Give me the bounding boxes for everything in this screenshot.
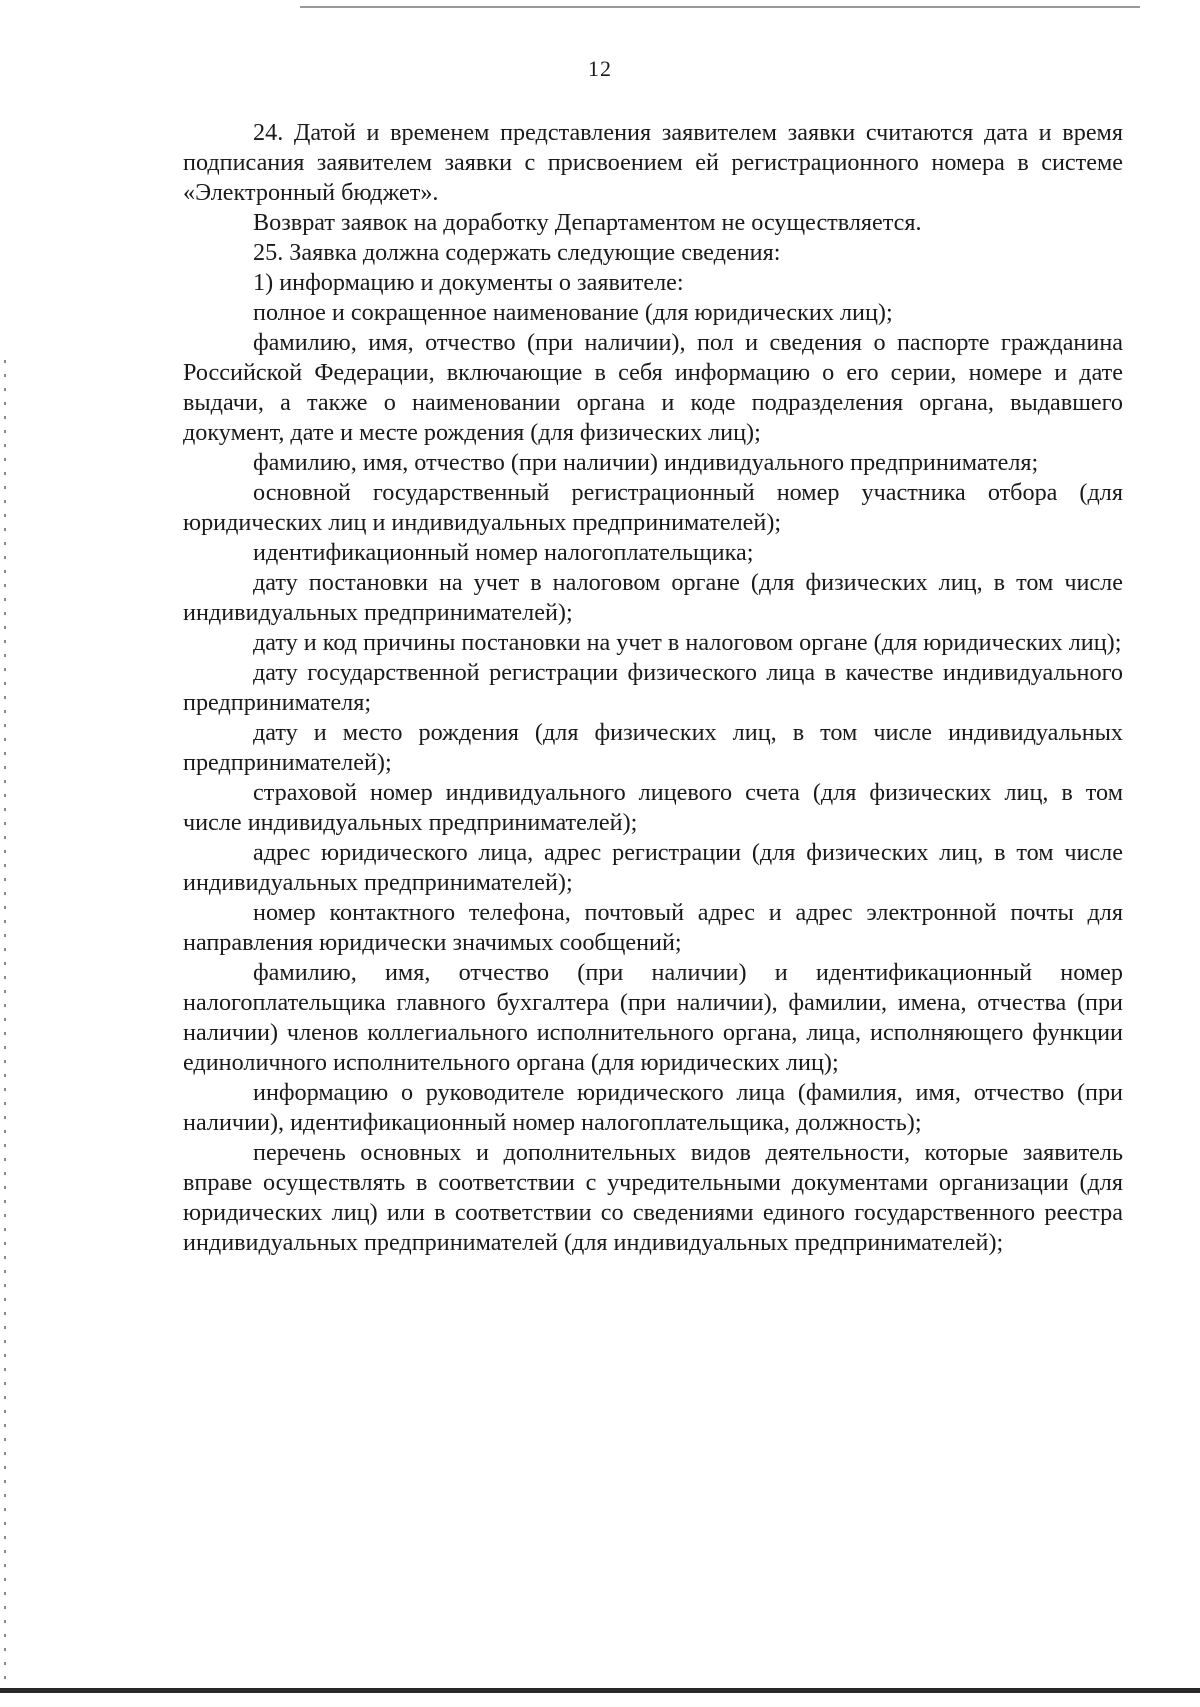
paragraph-chief-accountant: фамилию, имя, отчество (при наличии) и идентификационный номер налогоплательщика главного бухгалтера (при наличии), фамилии, имена, отчества (при наличии) членов коллегиального исполнительного органа, лица, исполняющего функции единоличного исполнительного органа (для юридических лиц); — [183, 959, 1123, 1076]
paragraph-entrepreneur-name: фамилию, имя, отчество (при наличии) индивидуального предпринимателя; — [253, 449, 1039, 476]
page-number: 12 — [588, 56, 612, 81]
paragraph-ogrn: основной государственный регистрационный номер участника отбора (для юридических лиц и индивидуальных предпринимателей); — [183, 479, 1123, 536]
scan-edge-band — [0, 1688, 1200, 1693]
paragraph-subitem-1: 1) информацию и документы о заявителе: — [253, 269, 684, 296]
paragraph-item-25-intro: 25. Заявка должна содержать следующие сведения: — [253, 239, 781, 266]
paragraph-head-info: информацию о руководителе юридического лица (фамилия, имя, отчество (при наличии), идентификационный номер налогоплательщика, должность); — [183, 1079, 1123, 1136]
scan-margin-marks — [4, 360, 6, 1690]
scan-edge-line — [300, 6, 1140, 8]
paragraph-full-name: полное и сокращенное наименование (для юридических лиц); — [253, 299, 893, 326]
paragraph-birth: дату и место рождения (для физических лиц, в том числе индивидуальных предпринимателей); — [183, 719, 1123, 776]
paragraph-inn: идентификационный номер налогоплательщика; — [253, 539, 754, 566]
paragraph-tax-registration-date: дату постановки на учет в налоговом органе (для физических лиц, в том числе индивидуальных предпринимателей); — [183, 569, 1123, 626]
document-body — [183, 118, 1123, 1258]
paragraph-passport: фамилию, имя, отчество (при наличии), пол и сведения о паспорте гражданина Российской Федерации, включающие в себя информацию о его серии, номере и дате выдачи, а также о наименовании органа и коде подразделения органа, выдавшего документ, дате и месте рождения (для физических лиц); — [183, 329, 1123, 446]
paragraph-state-registration: дату государственной регистрации физического лица в качестве индивидуального предпринимателя; — [183, 659, 1123, 716]
paragraph-item-24-date-time: 24. Датой и временем представления заявителем заявки считаются дата и время подписания заявителем заявки с присвоением ей регистрационного номера в системе «Электронный бюджет». — [183, 119, 1123, 206]
paragraph-snils: страховой номер индивидуального лицевого счета (для физических лиц, в том числе индивидуальных предпринимателей); — [183, 779, 1123, 836]
paragraph-address: адрес юридического лица, адрес регистрации (для физических лиц, в том числе индивидуальных предпринимателей); — [183, 839, 1123, 896]
paragraph-kpp: дату и код причины постановки на учет в налоговом органе (для юридических лиц); — [253, 629, 1122, 656]
paragraph-no-return: Возврат заявок на доработку Департаментом не осуществляется. — [253, 209, 922, 236]
paragraph-contacts: номер контактного телефона, почтовый адрес и адрес электронной почты для направления юридически значимых сообщений; — [183, 899, 1123, 956]
paragraph-activities: перечень основных и дополнительных видов деятельности, которые заявитель вправе осуществлять в соответствии с учредительными документами организации (для юридических лиц) или в соответствии со сведениями единого государственного реестра индивидуальных предпринимателей (для индивидуальных предпринимателей); — [183, 1139, 1123, 1256]
